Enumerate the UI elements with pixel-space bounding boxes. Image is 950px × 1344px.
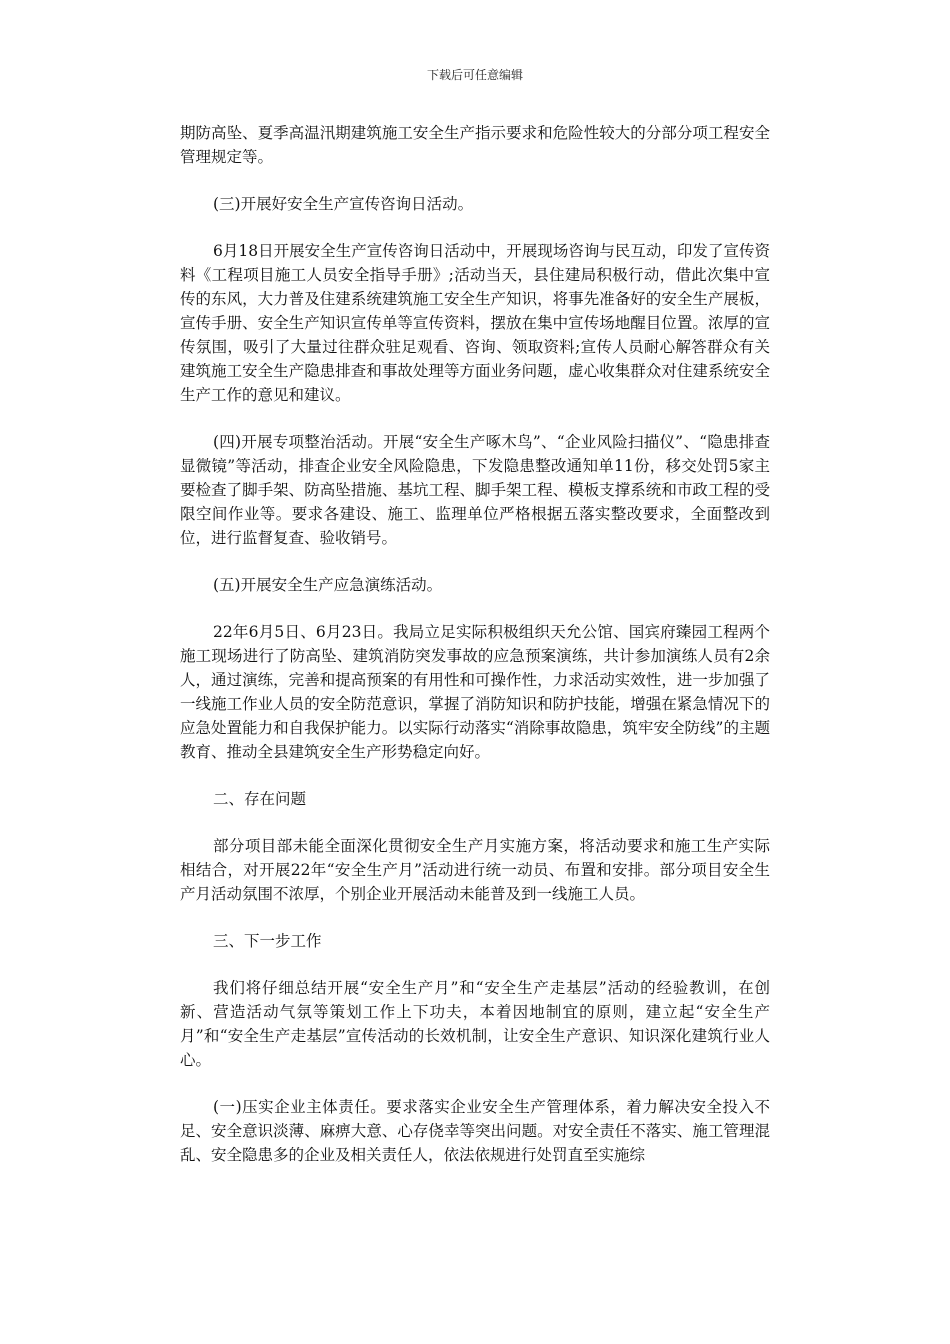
paragraph-continuation: 期防高坠、夏季高温汛期建筑施工安全生产指示要求和危险性较大的分部分项工程安全管理规定等。 bbox=[180, 124, 770, 166]
paragraph-publicity-day: 6月18日开展安全生产宣传咨询日活动中，开展现场咨询与民互动，印发了宣传资料《工程项目施工人员安全指导手册》;活动当天，县住建局积极行动，借此次集中宣传的东风，大力普及住建系统建筑施工安全生产知识，将事先准备好的安全生产展板，宣传手册、安全生产知识宣传单等宣传资料，摆放在集中宣传场地醒目位置。浓厚的宣传氛围，吸引了大量过往群众驻足观看、咨询、领取资料;宣传人员耐心解答群众有关建筑施工安全生产隐患排查和事故处理等方面业务问题，虚心收集群众对住建系统安全生产工作的意见和建议。 bbox=[180, 242, 770, 404]
section-heading-emergency-drill: (五)开展安全生产应急演练活动。 bbox=[213, 576, 443, 594]
document-body bbox=[180, 121, 770, 1190]
section-heading-problems: 二、存在问题 bbox=[213, 790, 307, 808]
page-header-note: 下载后可任意编辑 bbox=[426, 68, 523, 82]
paragraph-special-rectification: (四)开展专项整治活动。开展“安全生产啄木鸟”、“企业风险扫描仪”、“隐患排查显微镜”等活动，排查企业安全风险隐患，下发隐患整改通知单11份，移交处罚5家主要检查了脚手架、防高坠措施、基坑工程、脚手架工程、模板支撑系统和市政工程的受限空间作业等。要求各建设、施工、监理单位严格根据五落实整改要求，全面整改到位，进行监督复查、验收销号。 bbox=[180, 433, 770, 547]
paragraph-next-steps: 我们将仔细总结开展“安全生产月”和“安全生产走基层”活动的经验教训，在创新、营造活动气氛等策划工作上下功夫，本着因地制宜的原则，建立起“安全生产月”和“安全生产走基层”宣传活动的长效机制，让安全生产意识、知识深化建筑行业人心。 bbox=[180, 979, 770, 1069]
paragraph-enterprise-responsibility: (一)压实企业主体责任。要求落实企业安全生产管理体系，着力解决安全投入不足、安全意识淡薄、麻痹大意、心存侥幸等突出问题。对安全责任不落实、施工管理混乱、安全隐患多的企业及相关责任人，依法依规进行处罚直至实施综 bbox=[180, 1098, 770, 1164]
section-heading-next-steps: 三、下一步工作 bbox=[213, 932, 322, 950]
paragraph-emergency-drill: 22年6月5日、6月23日。我局立足实际积极组织天允公馆、国宾府臻园工程两个施工现场进行了防高坠、建筑消防突发事故的应急预案演练，共计参加演练人员有2余人，通过演练，完善和提高预案的有用性和可操作性，力求活动实效性，进一步加强了一线施工作业人员的安全防范意识，掌握了消防知识和防护技能，增强在紧急情况下的应急处置能力和自我保护能力。以实际行动落实“消除事故隐患，筑牢安全防线”的主题教育、推动全县建筑安全生产形势稳定向好。 bbox=[180, 623, 770, 761]
section-heading-publicity-day: (三)开展好安全生产宣传咨询日活动。 bbox=[213, 195, 474, 213]
paragraph-problems: 部分项目部未能全面深化贯彻安全生产月实施方案，将活动要求和施工生产实际相结合，对开展22年“安全生产月”活动进行统一动员、布置和安排。部分项目安全生产月活动氛围不浓厚，个别企业开展活动未能普及到一线施工人员。 bbox=[180, 837, 770, 903]
